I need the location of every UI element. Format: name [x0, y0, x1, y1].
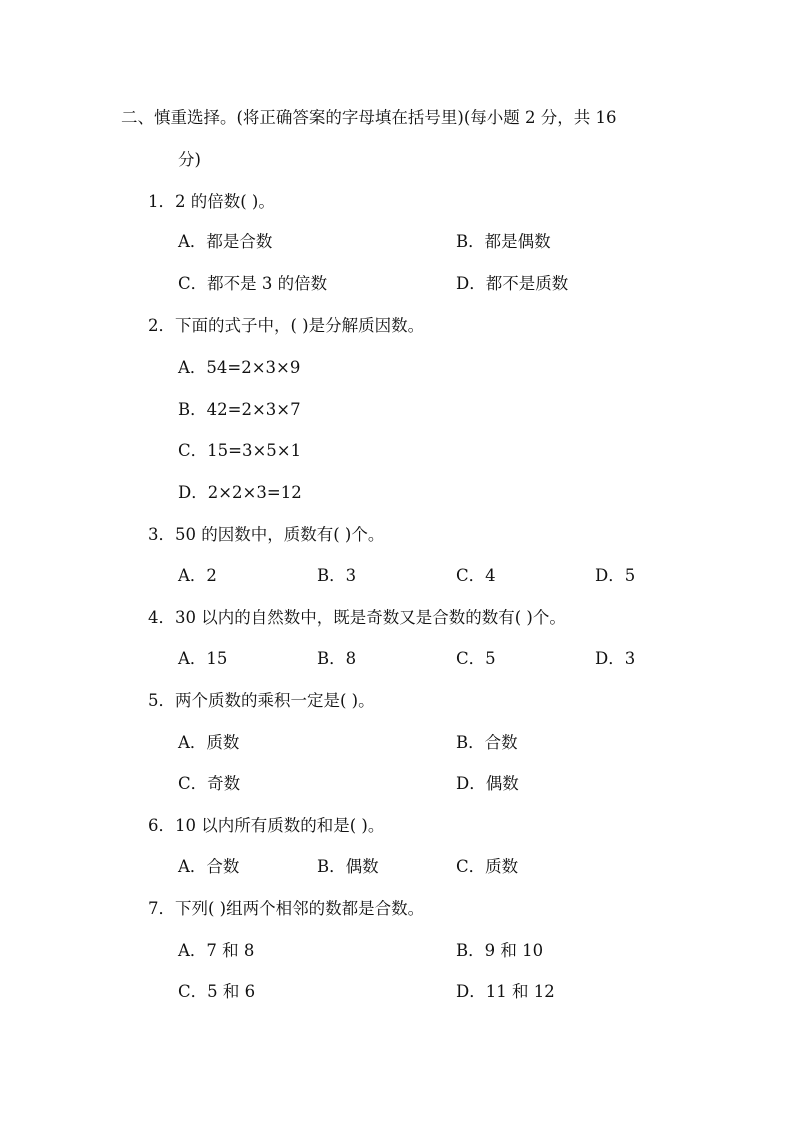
question-6-option-c: C．质数 [456, 857, 519, 876]
question-6-option-b: B．偶数 [317, 857, 379, 876]
question-7-option-d: D．11 和 12 [456, 982, 555, 1001]
question-4-option-b: B．8 [317, 649, 357, 668]
question-1-option-d: D．都不是质数 [456, 274, 569, 293]
question-7-option-c: C．5 和 6 [178, 982, 256, 1001]
question-2-option-b: B．42=2×3×7 [178, 400, 301, 419]
question-3-option-a: A．2 [178, 566, 217, 585]
question-2-option-a: A．54=2×3×9 [178, 358, 301, 377]
question-4-option-d: D．3 [595, 649, 636, 668]
section-heading: 二、慎重选择。(将正确答案的字母填在括号里)(每小题 2 分，共 16 [121, 108, 617, 127]
question-3-option-b: B．3 [317, 566, 357, 585]
question-5-option-c: C．奇数 [178, 774, 241, 793]
question-5-option-d: D．偶数 [456, 774, 519, 793]
question-5-stem: 5．两个质数的乘积一定是( )。 [148, 691, 375, 710]
question-4-option-c: C．5 [456, 649, 496, 668]
question-7-stem: 7．下列( )组两个相邻的数都是合数。 [148, 899, 425, 918]
question-4-stem: 4．30 以内的自然数中，既是奇数又是合数的数有( )个。 [148, 608, 566, 627]
question-6-stem: 6．10 以内所有质数的和是( )。 [148, 816, 385, 835]
question-3-option-d: D．5 [595, 566, 636, 585]
question-1-option-c: C．都不是 3 的倍数 [178, 274, 328, 293]
question-2-option-c: C．15=3×5×1 [178, 441, 302, 460]
question-5-option-a: A．质数 [178, 733, 240, 752]
question-7-option-a: A．7 和 8 [178, 941, 255, 960]
section-heading-continued: 分) [178, 150, 201, 169]
question-1-stem: 1．2 的倍数( )。 [148, 192, 275, 211]
question-1-option-a: A．都是合数 [178, 232, 273, 251]
question-6-option-a: A．合数 [178, 857, 240, 876]
question-7-option-b: B．9 和 10 [456, 941, 544, 960]
question-5-option-b: B．合数 [456, 733, 518, 752]
question-2-stem: 2．下面的式子中，( )是分解质因数。 [148, 316, 425, 335]
question-2-option-d: D．2×2×3=12 [178, 483, 302, 502]
question-3-stem: 3．50 的因数中，质数有( )个。 [148, 525, 385, 544]
question-3-option-c: C．4 [456, 566, 496, 585]
question-1-option-b: B．都是偶数 [456, 232, 551, 251]
question-4-option-a: A．15 [178, 649, 228, 668]
